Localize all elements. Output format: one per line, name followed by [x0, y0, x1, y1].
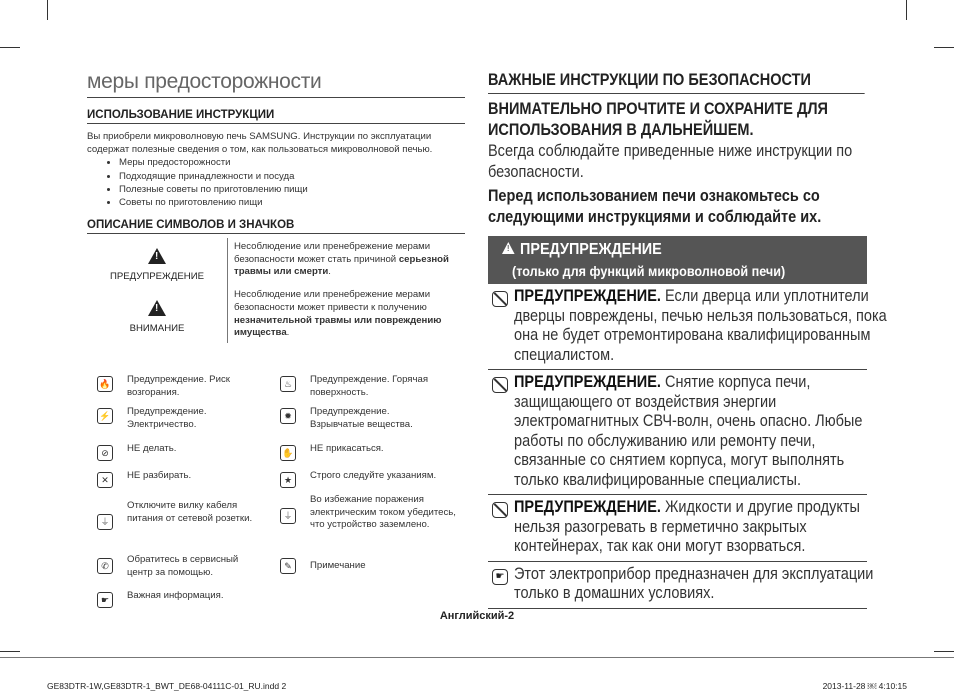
warning-block: ПРЕДУПРЕЖДЕНИЕ. Жидкости и другие продукты нельзя разогревать в герметично закрытых контейнерах, так как они могут взорваться.: [488, 495, 867, 562]
important-hand-icon: ☛: [97, 592, 113, 608]
left-column: меры предосторожности ИСПОЛЬЗОВАНИЕ ИНСТРУКЦИИ Вы приобрели микроволновую печь SAMSUNG. Инструкции по эксплуатации содержат полезные сведения о том, как пользоваться микроволновой печью. • Меры предосторожности • Подходящие принадлежности и посуда • Полезные советы по приготовлению пищи • Советы по приготовлению пищи ОПИСАНИЕ СИМВОЛОВ И ЗНАЧКОВ ! ПРЕДУПРЕЖДЕНИЕ Несоблюдение или пренебрежение мерами безопасности может стать причиной серьезной травмы или смерти. ! ВНИМАНИЕ Несоблюдение или пренебрежение мерами безопасности может привести к получению незначительной травмы или повреждению имущества. 🔥 Предупреждение. Риск возгорания. ⚡ Предупреждение. Электричество. ⊘ НЕ делать. ✕ НЕ разбирать. ⏚ Отключите вилку кабеля питания от сетевой розетки. ✆ Обратитесь в сервисный центр за помощью. ☛ Важная информация. ♨ Предупреждение. Горячая поверхность. ✹ Предупреждение. Взрывчатые вещества. ✋ НЕ прикасаться. ★ Строго следуйте указаниям. ⏚ Во избежание поражения электрическим током убедитесь, что устройство заземлено. ✎ Примечание: [87, 70, 465, 343]
prohibited-icon: [492, 377, 508, 393]
right-column: [488, 70, 887, 609]
info-block: ☛ Этот электроприбор предназначен для эксплуатации только в домашних условиях.: [488, 562, 867, 609]
unplug-icon: ⏚: [97, 514, 113, 530]
crop-mark: [906, 0, 907, 20]
crop-mark: [934, 651, 954, 652]
electricity-icon: ⚡: [97, 408, 113, 424]
footer-divider: [0, 657, 954, 658]
safety-body: Всегда соблюдайте приведенные ниже инструкции по безопасности.: [488, 142, 853, 181]
section-usage-title: ИСПОЛЬЗОВАНИЕ ИНСТРУКЦИИ: [87, 109, 465, 124]
warning-label: ПРЕДУПРЕЖДЕНИЕ: [109, 270, 205, 282]
important-hand-icon: ☛: [492, 569, 508, 585]
banner-subtitle: (только для функций микроволновой печи): [512, 263, 786, 279]
safety-subtitle: ВНИМАТЕЛЬНО ПРОЧТИТЕ И СОХРАНИТЕ ДЛЯ ИСПОЛЬЗОВАНИЯ В ДАЛЬНЕЙШЕМ.: [488, 100, 828, 139]
print-date: 2013-11-28 ￼ 4:10:15: [822, 681, 907, 691]
prohibited-icon: ⊘: [97, 445, 113, 461]
prohibited-icon: [492, 502, 508, 518]
banner-title: ПРЕДУПРЕЖДЕНИЕ: [520, 241, 662, 258]
ground-icon: ⏚: [280, 508, 296, 524]
hot-surface-icon: ♨: [280, 376, 296, 392]
warning-description: Несоблюдение или пренебрежение мерами безопасности может стать причиной серьезной травмы или смерти.: [234, 241, 449, 278]
crop-mark: [0, 47, 20, 48]
warning-triangle-icon: !: [502, 242, 515, 254]
follow-instructions-icon: ★: [280, 472, 296, 488]
note-pencil-icon: ✎: [280, 558, 296, 574]
list-item: • Советы по приготовлению пищи: [119, 196, 465, 209]
list-item: • Полезные советы по приготовлению пищи: [119, 183, 465, 196]
contents-list: [87, 156, 465, 209]
section-usage-text: Вы приобрели микроволновую печь SAMSUNG. Инструкции по эксплуатации содержат полезные сведения о том, как пользоваться микроволновой печью.: [87, 131, 433, 156]
page-number: Английский-2: [439, 610, 515, 622]
warning-block: ПРЕДУПРЕЖДЕНИЕ. Если дверца или уплотнители дверцы повреждены, печью нельзя пользоваться, пока она не будет отремонтирована квалифицированным специалистом.: [488, 284, 867, 370]
file-name: GE83DTR-1W,GE83DTR-1_BWT_DE68-04111C-01_RU.indd 2: [47, 681, 287, 691]
safety-title: ВАЖНЫЕ ИНСТРУКЦИИ ПО БЕЗОПАСНОСТИ: [488, 70, 865, 94]
caution-description: Несоблюдение или пренебрежение мерами безопасности может привести к получению незначительной травмы или повреждению имущества.: [234, 289, 442, 339]
prohibited-icon: [492, 291, 508, 307]
caution-label: ВНИМАНИЕ: [129, 323, 185, 334]
list-item: • Подходящие принадлежности и посуда: [119, 170, 465, 183]
warning-banner: [488, 236, 867, 284]
caution-triangle-icon: !: [148, 300, 166, 316]
warning-levels-table: [87, 238, 465, 343]
crop-mark: [934, 47, 954, 48]
do-not-disassemble-icon: ✕: [97, 472, 113, 488]
warning-triangle-icon: !: [148, 248, 166, 264]
explosive-icon: ✹: [280, 408, 296, 424]
service-phone-icon: ✆: [97, 558, 113, 574]
safety-bold-note: Перед использованием печи ознакомьтесь со следующими инструкциями и соблюдайте их.: [488, 187, 822, 226]
do-not-touch-icon: ✋: [280, 445, 296, 461]
list-item: • Меры предосторожности: [119, 156, 465, 169]
fire-icon: 🔥: [97, 376, 113, 392]
section-symbols-title: ОПИСАНИЕ СИМВОЛОВ И ЗНАЧКОВ: [87, 219, 465, 234]
crop-mark: [47, 0, 48, 20]
warning-block: ПРЕДУПРЕЖДЕНИЕ. Снятие корпуса печи, защищающего от воздействия энергии электромагнитных СВЧ-волн, очень опасно. Любые работы по обслуживанию или ремонту печи, связанные со снятием корпуса, могут выполнять только квалифицированные специалисты.: [488, 370, 867, 495]
crop-mark: [0, 651, 20, 652]
page-title: меры предосторожности: [87, 70, 465, 98]
